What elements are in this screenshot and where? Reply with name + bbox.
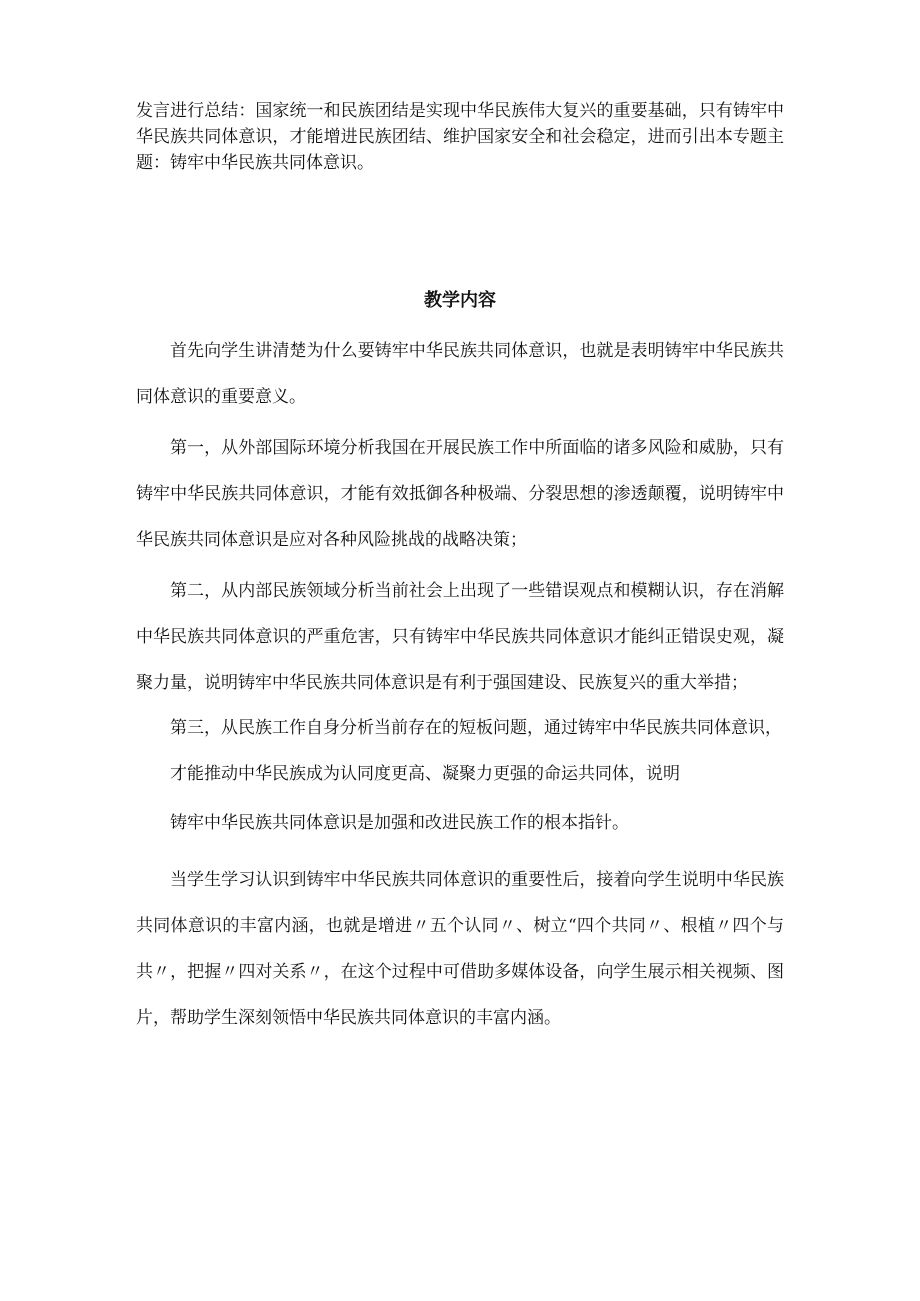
body-paragraph: 第二，从内部民族领域分析当前社会上出现了一些错误观点和模糊认识，存在消解中华民族共同体意识的严重危害，只有铸牢中华民族共同体意识才能纠正错误史观，凝聚力量，说明铸牢中华民族共同体意识是有利于强国建设、民族复兴的重大举措； bbox=[136, 581, 784, 693]
section-heading: 教学内容 bbox=[424, 290, 496, 311]
body-paragraph: 首先向学生讲清楚为什么要铸牢中华民族共同体意识，也就是表明铸牢中华民族共同体意识的重要意义。 bbox=[136, 341, 784, 407]
body-paragraph: 铸牢中华民族共同体意识是加强和改进民族工作的根本指针。 bbox=[170, 813, 629, 833]
intro-paragraph: 发言进行总结：国家统一和民族团结是实现中华民族伟大复兴的重要基础，只有铸牢中华民族共同体意识，才能增进民族团结、维护国家安全和社会稳定，进而引出本专题主题：铸牢中华民族共同体意识。 bbox=[136, 101, 784, 173]
body-paragraph: 当学生学习认识到铸牢中华民族共同体意识的重要性后，接着向学生说明中华民族共同体意识的丰富内涵，也就是增进〃五个认同〃、树立“四个共同〃、根植〃四个与共〃，把握〃四对关系〃，在这个过程中可借助多媒体设备，向学生展示相关视频、图片，帮助学生深刻领悟中华民族共同体意识的丰富内涵。 bbox=[136, 870, 784, 1028]
body-paragraph: 第三，从民族工作自身分析当前存在的短板问题，通过铸牢中华民族共同体意识， bbox=[170, 718, 782, 738]
body-paragraph: 才能推动中华民族成为认同度更高、凝聚力更强的命运共同体，说明 bbox=[170, 764, 680, 784]
body-paragraph: 第一，从外部国际环境分析我国在开展民族工作中所面临的诸多风险和威胁，只有铸牢中华民族共同体意识，才能有效抵御各种极端、分裂思想的渗透颠覆，说明铸牢中华民族共同体意识是应对各种风险挑战的战略决策； bbox=[136, 438, 784, 550]
